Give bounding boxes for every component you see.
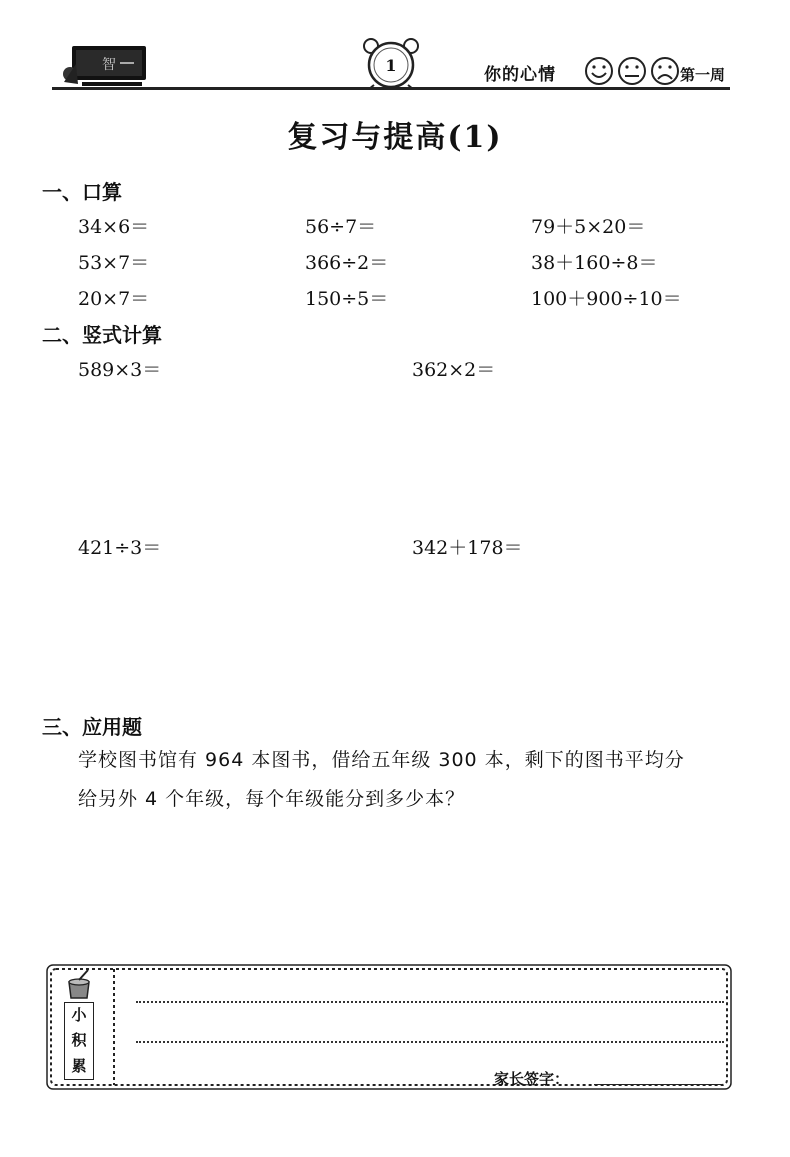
parent-signature-line[interactable] <box>594 1084 722 1085</box>
week-label: 第一周 <box>680 66 726 84</box>
section-heading-vertical-calc: 二、竖式计算 <box>42 323 162 347</box>
notes-writing-line[interactable] <box>136 1001 724 1003</box>
alarm-clock-icon <box>360 38 422 90</box>
parent-signature-label: 家长签字： <box>494 1070 570 1088</box>
word-problem-line: 给另外 4 个年级，每个年级能分到多少本？ <box>78 788 466 810</box>
mental-problem: 20×7＝ <box>78 288 150 310</box>
notes-label-char: 累 <box>71 1056 87 1075</box>
page-title: 复习与提高(1) <box>287 120 503 155</box>
happy-face-icon[interactable] <box>586 58 612 84</box>
mood-label: 你的心情 <box>484 65 556 85</box>
mental-problem: 100＋900÷10＝ <box>531 288 682 310</box>
page-number: 1 <box>385 56 397 75</box>
mood-faces <box>584 55 680 87</box>
svg-text:智: 智 <box>102 57 116 73</box>
sad-face-icon[interactable] <box>652 58 678 84</box>
vertical-problem: 342＋178＝ <box>412 537 523 559</box>
mental-problem: 79＋5×20＝ <box>531 216 646 238</box>
mental-problem: 366÷2＝ <box>305 252 389 274</box>
vertical-problem: 589×3＝ <box>78 359 162 381</box>
notes-box-border <box>44 962 734 1092</box>
ink-bottle-icon <box>64 968 94 1000</box>
mental-problem: 53×7＝ <box>78 252 150 274</box>
mental-problem: 56÷7＝ <box>305 216 377 238</box>
mental-problem: 34×6＝ <box>78 216 150 238</box>
section-heading-mental-math: 一、口算 <box>42 180 122 204</box>
vertical-problem: 421÷3＝ <box>78 537 162 559</box>
neutral-face-icon[interactable] <box>619 58 645 84</box>
notes-label-char: 积 <box>71 1031 87 1050</box>
blackboard-icon <box>62 44 148 88</box>
section-heading-word-problem: 三、应用题 <box>42 715 142 739</box>
notes-writing-line[interactable] <box>136 1041 724 1043</box>
notes-label-char: 小 <box>71 1006 87 1025</box>
mental-problem: 38＋160÷8＝ <box>531 252 658 274</box>
notes-label <box>64 1002 94 1080</box>
vertical-problem: 362×2＝ <box>412 359 496 381</box>
mental-problem: 150÷5＝ <box>305 288 389 310</box>
word-problem-line: 学校图书馆有 964 本图书，借给五年级 300 本，剩下的图书平均分 <box>78 749 685 771</box>
